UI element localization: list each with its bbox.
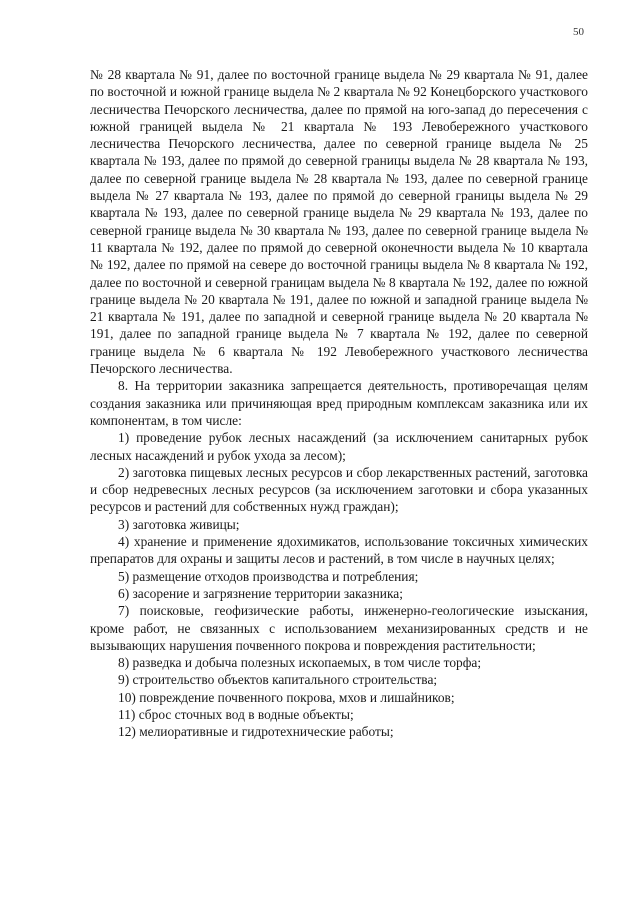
list-item: 12) мелиоративные и гидротехнические работы; (118, 724, 394, 740)
list-item: 9) строительство объектов капитального строительства; (118, 672, 438, 688)
list-item: 11) сброс сточных вод в водные объекты; (118, 706, 354, 722)
list-item: 1) проведение рубок лесных насаждений (за исключением санитарных рубок лесных насаждений и рубок ухода за лесом); (90, 430, 588, 463)
list-item: 7) поисковые, геофизические работы, инженерно-геологические изыскания, кроме работ, не связанных с использованием механизированных средств и не вызывающих нарушения почвенного покрова и повреждения растительности; (90, 603, 588, 653)
list-item: 8) разведка и добыча полезных ископаемых, в том числе торфа; (118, 655, 482, 671)
list-item: 10) повреждение почвенного покрова, мхов и лишайников; (118, 689, 455, 705)
list-item: 5) размещение отходов производства и потребления; (118, 568, 419, 584)
list-item: 6) засорение и загрязнение территории заказника; (118, 585, 403, 601)
prohibitions-list (90, 429, 588, 740)
section-8-intro: 8. На территории заказника запрещается деятельность, противоречащая целям создания заказника или причиняющая вред природным комплексам заказника или их компонентам, в том числе: (90, 378, 588, 428)
document-body (90, 66, 588, 741)
page-number: 50 (573, 26, 584, 38)
list-item: 3) заготовка живицы; (118, 516, 240, 532)
boundary-paragraph: № 28 квартала № 91, далее по восточной границе выдела № 29 квартала № 91, далее по восточной и южной границе выдела № 2 квартала № 92 Конецборского участкового лесничества Печорского лесничества, далее по прямой на юго-запад до пересечения с южной границей выдела № 21 квартала № 193 Левобережного участкового лесничества Печорского лесничества, далее по северной границе выдела № 25 квартала № 193, далее по прямой до северной границы выдела № 28 квартала № 193, далее по северной границе выдела № 28 квартала № 193, далее по северной границе выдела № 27 квартала № 193, далее по прямой до северной границы выдела № 29 квартала № 193, далее по северной границе выдела № 29 квартала № 193, далее по северной границе выдела № 30 квартала № 193, далее по северной границе выдела № 11 квартала № 192, далее по прямой до северной оконечности выдела № 10 квартала № 192, далее по прямой на севере до восточной границы выдела № 8 квартала № 192, далее по восточной и северной границам выдела № 8 квартала № 192, далее по южной границе выдела № 20 квартала № 191, далее по южной и западной границе выдела № 21 квартала № 191, далее по западной и северной границе выдела № 20 квартала № 191, далее по западной границе выдела № 7 квартала № 192, далее по северной границе выдела № 6 квартала № 192 Левобережного участкового лесничества Печорского лесничества. (90, 67, 588, 377)
list-item: 2) заготовка пищевых лесных ресурсов и сбор лекарственных растений, заготовка и сбор недревесных лесных ресурсов (за исключением заготовки и сбора указанных ресурсов и растений для собственных нужд граждан); (90, 464, 588, 515)
list-item: 4) хранение и применение ядохимикатов, использование токсичных химических препаратов для охраны и защиты лесов и растений, в том числе в научных целях; (90, 534, 588, 567)
